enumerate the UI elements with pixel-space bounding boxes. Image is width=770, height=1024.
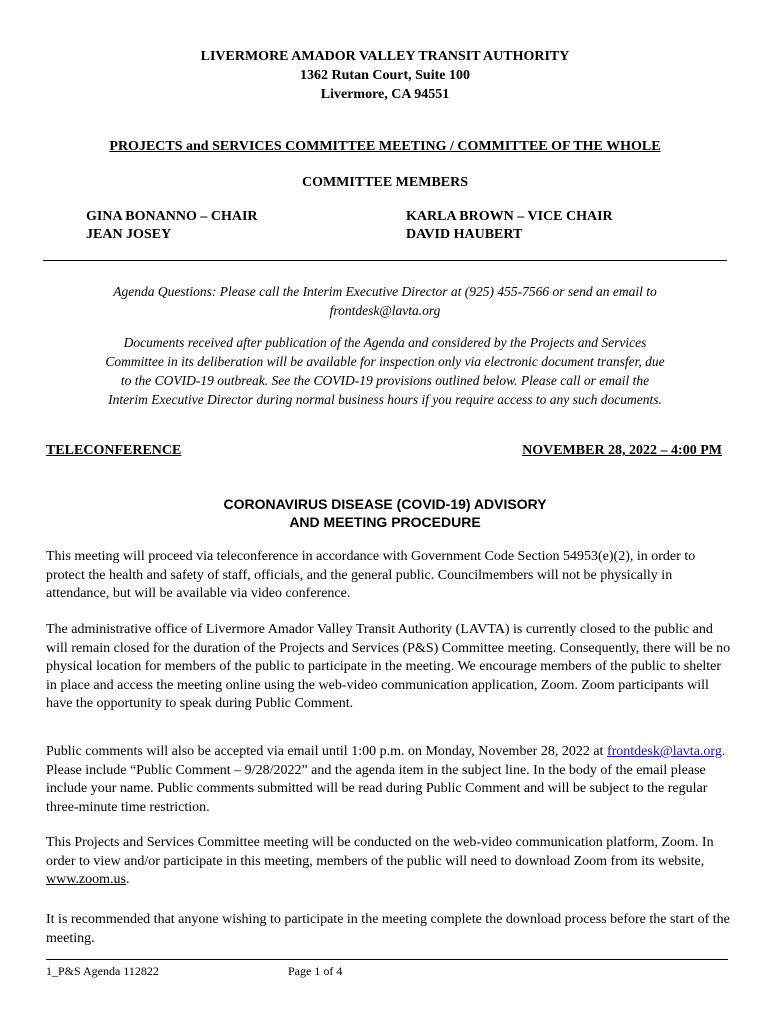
agenda-questions bbox=[40, 282, 730, 320]
zoom-paragraph bbox=[46, 834, 732, 890]
agenda-questions-line1: Agenda Questions: Please call the Interim Executive Director at (925) 455-7566 or send an email to bbox=[113, 284, 657, 299]
agenda-questions-email: frontdesk@lavta.org bbox=[329, 303, 441, 318]
footer-divider bbox=[46, 959, 728, 960]
advisory-title-line2: AND MEETING PROCEDURE bbox=[289, 514, 481, 530]
documents-notice-line2: Committee in its deliberation will be available for inspection only via electronic document transfer, due bbox=[105, 354, 665, 369]
zoom-website-link[interactable]: www.zoom.us bbox=[46, 872, 126, 887]
meeting-title: PROJECTS and SERVICES COMMITTEE MEETING / COMMITTEE OF THE WHOLE bbox=[109, 139, 661, 154]
advisory-title-line1: CORONAVIRUS DISEASE (COVID-19) ADVISORY bbox=[223, 496, 547, 512]
footer-doc-id: 1_P&S Agenda 112822 bbox=[46, 964, 159, 978]
office-closed-paragraph: The administrative office of Livermore Amador Valley Transit Authority (LAVTA) is currently closed to the public and will remain closed for the duration of the Projects and Services (P&S) Committee meeting. Consequently, there will be no physical location for members of the public to participate in the meeting. We encourage members of the public to shelter in place and access the meeting online using the web-video communication application, Zoom. Zoom participants will have the opportunity to speak during Public Comment. bbox=[46, 622, 731, 711]
header-divider bbox=[43, 260, 727, 261]
documents-notice-line4: Interim Executive Director during normal business hours if you require access to any such documents. bbox=[108, 392, 662, 407]
member-right-2: DAVID HAUBERT bbox=[406, 227, 523, 242]
zoom-text-before: This Projects and Services Committee meeting will be conducted on the web-video communication platform, Zoom. In order to view and/or participate in this meeting, members of the public will need to download Zoom from its website, bbox=[46, 835, 714, 869]
footer-page-number: Page 1 of 4 bbox=[288, 964, 343, 978]
frontdesk-email-link[interactable]: frontdesk@lavta.org bbox=[606, 744, 722, 759]
documents-notice-line1: Documents received after publication of the Agenda and considered by the Projects and Services bbox=[123, 335, 647, 350]
org-name: LIVERMORE AMADOR VALLEY TRANSIT AUTHORITY bbox=[200, 49, 570, 64]
documents-notice-line3: to the COVID-19 outbreak. See the COVID-19 provisions outlined below. Please call or email the bbox=[120, 373, 650, 388]
download-recommendation-paragraph: It is recommended that anyone wishing to participate in the meeting complete the download process before the start of the meeting. bbox=[46, 912, 730, 946]
member-chair: GINA BONANNO – CHAIR bbox=[86, 209, 258, 224]
public-comment-paragraph bbox=[46, 743, 732, 817]
teleconference-paragraph: This meeting will proceed via teleconference in accordance with Government Code Section 54953(e)(2), in order to protect the health and safety of staff, officials, and the general public. Councilmembers will not be physically in attendance, but will be available via video conference. bbox=[46, 549, 696, 601]
member-vice-chair: KARLA BROWN – VICE CHAIR bbox=[406, 209, 613, 224]
member-left-2: JEAN JOSEY bbox=[86, 227, 172, 242]
meeting-date: NOVEMBER 28, 2022 – 4:00 PM bbox=[522, 443, 722, 458]
members-heading: COMMITTEE MEMBERS bbox=[301, 175, 469, 190]
org-address-line1: 1362 Rutan Court, Suite 100 bbox=[300, 68, 470, 83]
org-address-line2: Livermore, CA 94551 bbox=[320, 87, 450, 102]
public-comment-text-before: Public comments will also be accepted via email until 1:00 p.m. on Monday, November 28, 2022 at bbox=[46, 744, 604, 759]
zoom-text-after: . bbox=[125, 872, 130, 887]
public-comment-text-after: . Please include “Public Comment – 9/28/2022” and the agenda item in the subject line. In the body of the email please include your name. Public comments submitted will be read during Public Comment and will be subject to the regular three-minute time restriction. bbox=[46, 744, 726, 815]
meeting-type: TELECONFERENCE bbox=[46, 443, 182, 458]
documents-notice bbox=[40, 333, 730, 409]
